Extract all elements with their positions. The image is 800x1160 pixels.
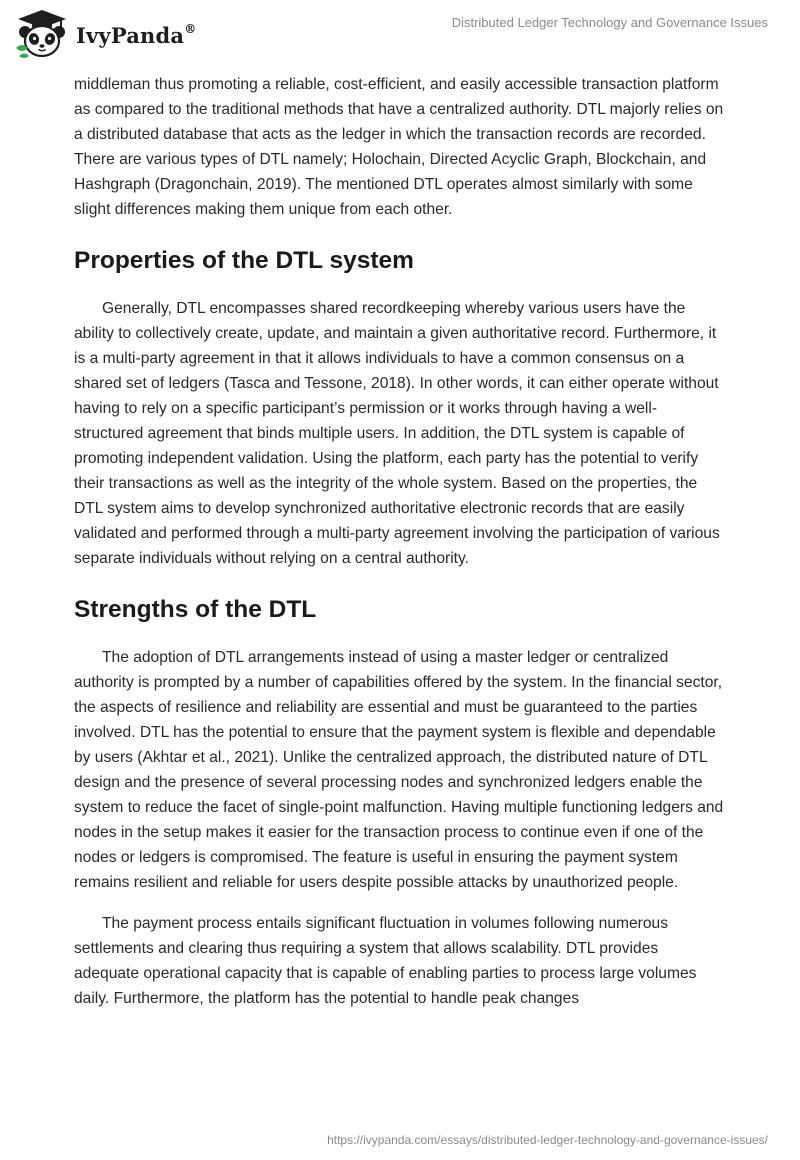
strengths-paragraph-1: The adoption of DTL arrangements instead of using a master ledger or centralized authority is prompted by a number of capabilities offered by the system. In the financial sector, the aspects of resilience and reliability are essential and must be guaranteed to the parties involved. DTL has the potential to ensure that the payment system is flexible and dependable by users (Akhtar et al., 2021). Unlike the centralized approach, the distributed nature of DTL design and the presence of several processing nodes and synchronized ledgers enable the system to reduce the facet of single-point malfunction. Having multiple functioning ledgers and nodes in the setup makes it easier for the transaction process to continue even if one of the nodes or ledgers is compromised. The feature is useful in ensuring the payment system remains resilient and reliable for users despite possible attacks by unauthorized people. [74, 649, 724, 891]
brand-logo[interactable] [14, 8, 196, 60]
document-title: Distributed Ledger Technology and Governance Issues [451, 15, 768, 30]
strengths-paragraph-2: The payment process entails significant fluctuation in volumes following numerous settlements and clearing thus requiring a system that allows scalability. DTL provides adequate operational capacity that is capable of enabling parties to process large volumes daily. Furthermore, the platform has the potential to handle peak changes [74, 915, 697, 1007]
panda-mascot-icon [14, 8, 70, 60]
essay-content [74, 72, 726, 1011]
intro-paragraph: middleman thus promoting a reliable, cost-efficient, and easily accessible transaction platform as compared to the traditional methods that have a centralized authority. DTL majorly relies on a distributed database that acts as the ledger in which the transaction records are recorded. There are various types of DTL namely; Holochain, Directed Acyclic Graph, Blockchain, and Hashgraph (Dragonchain, 2019). The mentioned DTL operates almost similarly with some slight differences making them unique from each other. [74, 76, 724, 218]
registered-mark: ® [184, 21, 197, 36]
page-header [0, 0, 800, 68]
source-url[interactable]: https://ivypanda.com/essays/distributed-ledger-technology-and-governance-issues/ [327, 1133, 768, 1147]
brand-name: IvyPanda® [76, 21, 197, 48]
properties-paragraph: Generally, DTL encompasses shared recordkeeping whereby various users have the ability to collectively create, update, and maintain a given authoritative record. Furthermore, it is a multi-party agreement in that it allows individuals to have a common consensus on a shared set of ledgers (Tasca and Tessone, 2018). In other words, it can either operate without having to rely on a specific participant’s permission or it works through having a well-structured agreement that binds multiple users. In addition, the DTL system is capable of promoting independent validation. Using the platform, each party has the potential to verify their transactions as well as the integrity of the whole system. Based on the properties, the DTL system aims to develop synchronized authoritative electronic records that are easily validated and performed through a multi-party agreement involving the participation of various separate individuals without relying on a central authority. [74, 300, 720, 567]
section-heading-properties: Properties of the DTL system [74, 247, 414, 274]
section-heading-strengths: Strengths of the DTL [74, 596, 317, 623]
